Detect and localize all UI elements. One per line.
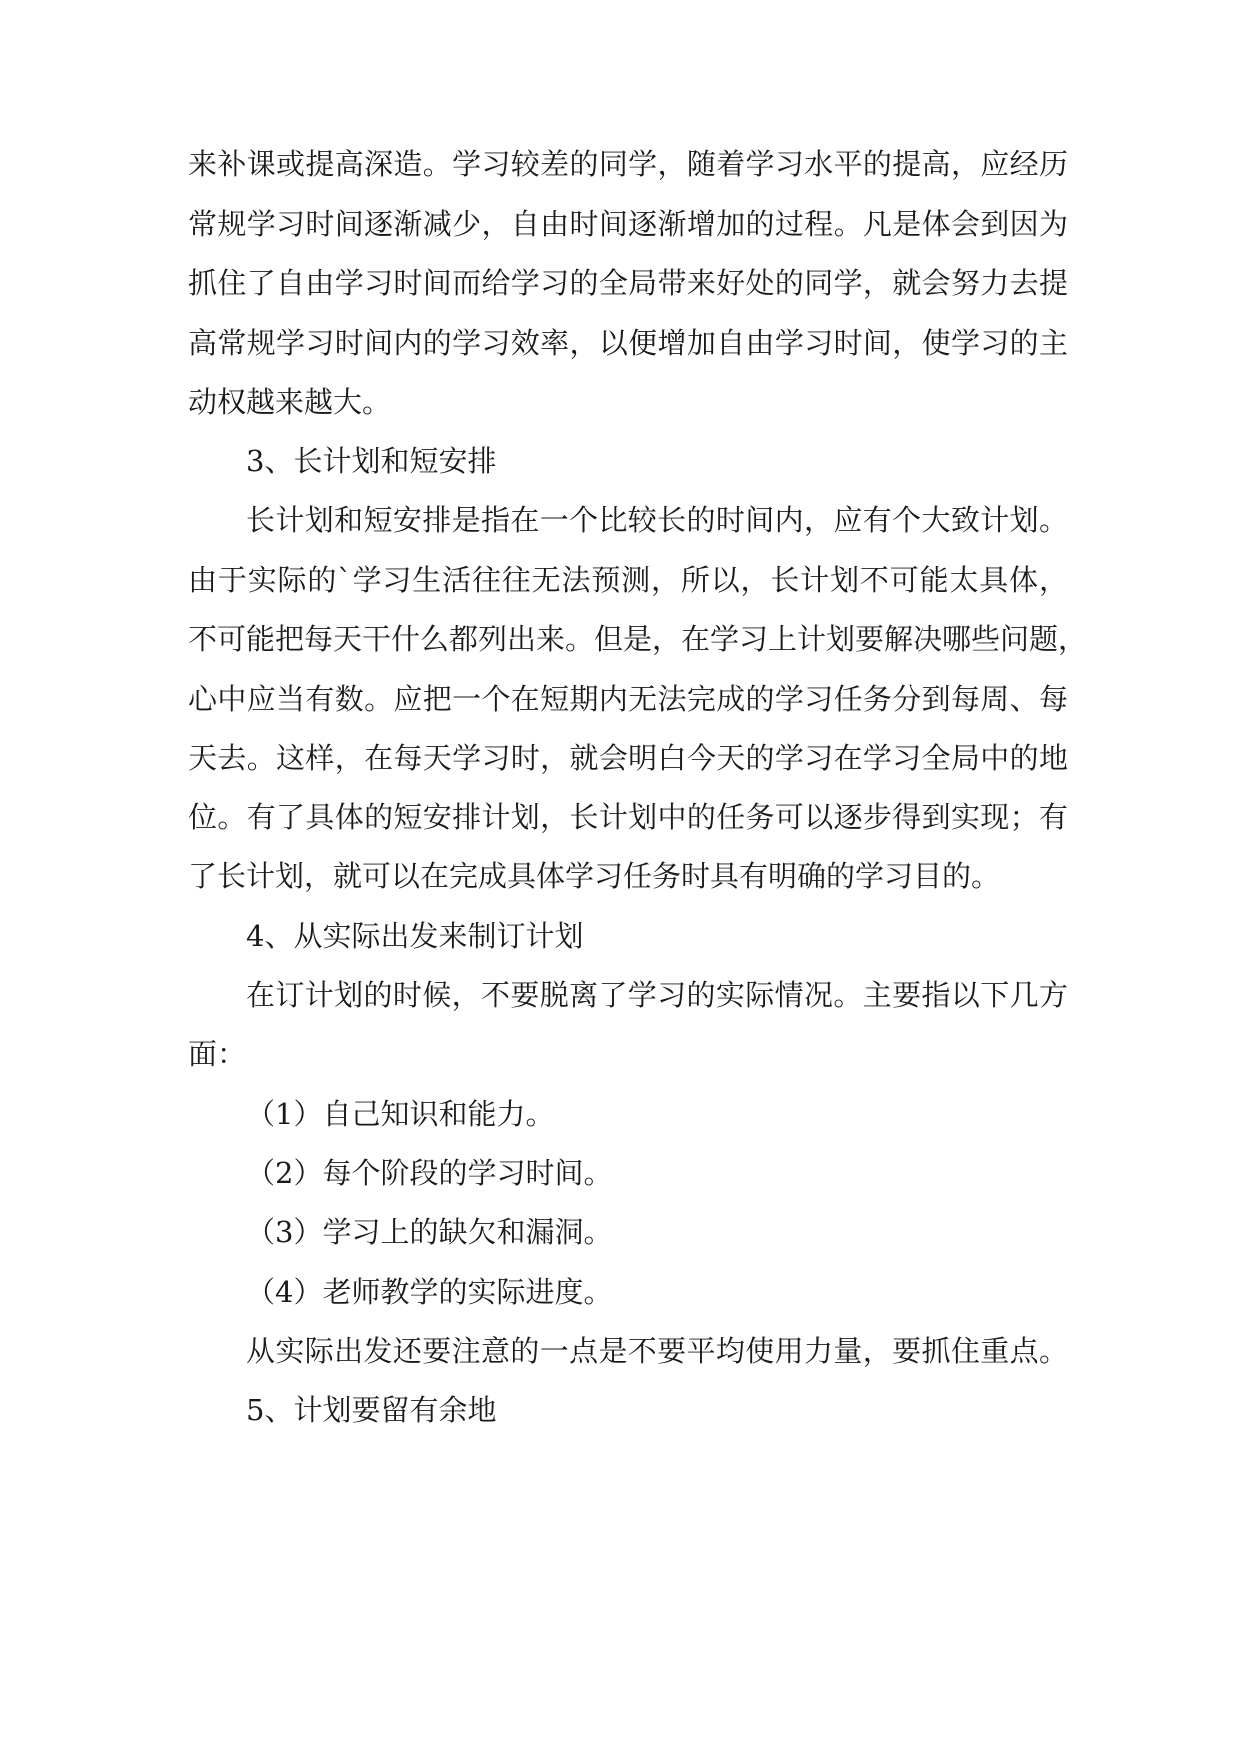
paragraph-line: 在订计划的时候，不要脱离了学习的实际情况。主要指以下几方 [246, 978, 1068, 1012]
paragraph-line: 来补课或提高深造。学习较差的同学，随着学习水平的提高，应经历 [188, 147, 1068, 181]
paragraph-line: 高常规学习时间内的学习效率，以便增加自由学习时间，使学习的主 [188, 326, 1068, 360]
list-item: （2）每个阶段的学习时间。 [246, 1156, 613, 1190]
paragraph-line: 天去。这样，在每天学习时，就会明白今天的学习在学习全局中的地 [188, 741, 1068, 775]
paragraph-line: 从实际出发还要注意的一点是不要平均使用力量，要抓住重点。 [246, 1334, 1068, 1368]
section-heading: 5、计划要留有余地 [246, 1393, 497, 1427]
list-item: （4）老师教学的实际进度。 [246, 1275, 613, 1309]
paragraph-line: 由于实际的`学习生活往往无法预测，所以，长计划不可能太具体， [188, 563, 1068, 597]
paragraph-line: 了长计划，就可以在完成具体学习任务时具有明确的学习目的。 [188, 859, 1001, 893]
paragraph-line: 动权越来越大。 [188, 385, 392, 419]
list-item: （3）学习上的缺欠和漏洞。 [246, 1215, 613, 1249]
paragraph-line: 长计划和短安排是指在一个比较长的时间内，应有个大致计划。 [246, 503, 1068, 537]
paragraph-line: 抓住了自由学习时间而给学习的全局带来好处的同学，就会努力去提 [188, 266, 1068, 300]
list-item: （1）自己知识和能力。 [246, 1097, 555, 1131]
paragraph-line: 面： [188, 1037, 247, 1071]
paragraph-line: 常规学习时间逐渐减少，自由时间逐渐增加的过程。凡是体会到因为 [188, 207, 1068, 241]
paragraph-line: 位。有了具体的短安排计划，长计划中的任务可以逐步得到实现；有 [188, 800, 1068, 834]
section-heading: 3、长计划和短安排 [246, 444, 497, 478]
paragraph-line: 不可能把每天干什么都列出来。但是，在学习上计划要解决哪些问题， [188, 622, 1088, 656]
paragraph-line: 心中应当有数。应把一个在短期内无法完成的学习任务分到每周、每 [188, 682, 1068, 716]
section-heading: 4、从实际出发来制订计划 [246, 919, 584, 953]
